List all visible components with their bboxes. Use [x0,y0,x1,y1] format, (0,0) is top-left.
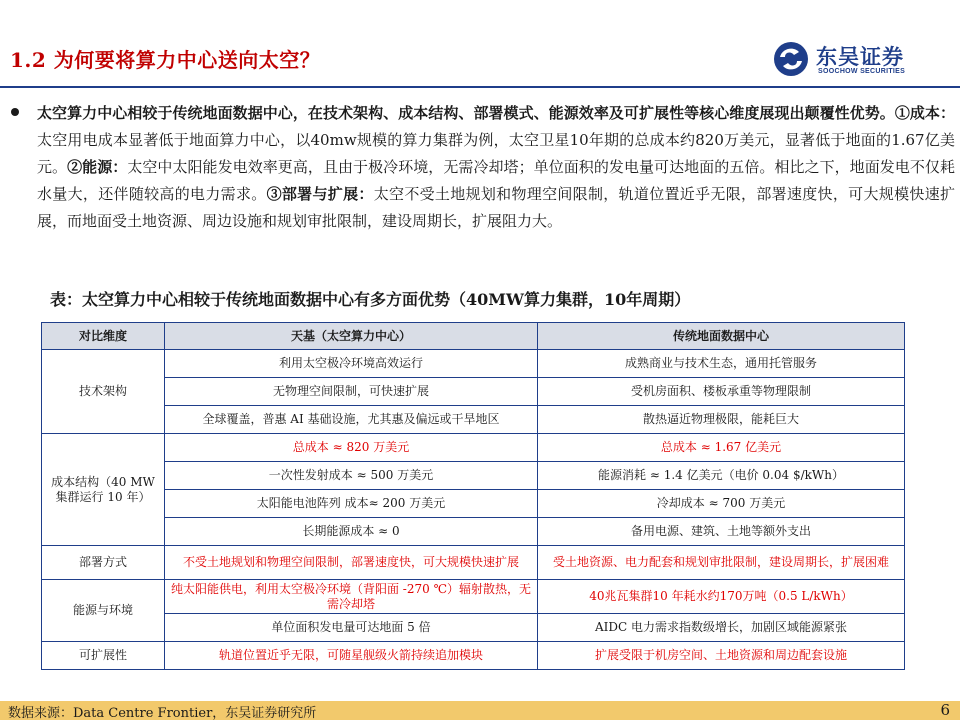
soochow-logo-icon [772,40,812,78]
space-cell: 总成本 ≈ 820 万美元 [165,434,538,462]
table-row [42,518,905,546]
table-caption: 表：太空算力中心相较于传统地面数据中心有多方面优势（40MW算力集群，10年周期） [50,290,691,309]
dimension-cell: 部署方式 [42,546,165,580]
ground-cell: 散热逼近物理极限，能耗巨大 [538,406,905,434]
space-cell: 纯太阳能供电，利用太空极冷环境（背阳面 -270 ℃）辐射散热，无需冷却塔 [165,580,538,614]
space-cell: 一次性发射成本 ≈ 500 万美元 [165,462,538,490]
table-row [42,546,905,580]
space-cell: 长期能源成本 ≈ 0 [165,518,538,546]
para-label-energy: ②能源： [67,158,128,176]
table-row [42,350,905,378]
table-row [42,434,905,462]
header-space: 天基（太空算力中心） [165,323,538,350]
header-dimension: 对比维度 [42,323,165,350]
ground-cell: AIDC 电力需求指数级增长，加剧区域能源紧张 [538,614,905,642]
ground-cell: 受机房面积、楼板承重等物理限制 [538,378,905,406]
title-divider [0,86,960,88]
space-cell: 利用太空极冷环境高效运行 [165,350,538,378]
para-lead: 太空算力中心相较于传统地面数据中心，在技术架构、成本结构、部署模式、能源效率及可扩展性等核心维度展现出颠覆性优势。 [37,104,895,122]
dimension-cell: 可扩展性 [42,642,165,670]
space-cell: 轨道位置近乎无限，可随星舰级火箭持续追加模块 [165,642,538,670]
summary-paragraph [37,100,955,235]
bullet-icon [11,108,19,116]
logo-chinese-name: 东吴证券 [816,45,904,69]
page-number: 6 [940,701,950,719]
table-row [42,614,905,642]
dimension-cell: 技术架构 [42,350,165,434]
para-text-deploy: 太空不受土地规划和物理空间限制，轨道位置近乎无限，部署速度快，可大规模快速扩展，而地面受土地资源、周边设施和规划审批限制，建设周期长，扩展阻力大。 [37,185,955,230]
space-cell: 不受土地规划和物理空间限制，部署速度快，可大规模快速扩展 [165,546,538,580]
logo-english-name: SOOCHOW SECURITIES [818,68,906,75]
space-cell: 单位面积发电量可达地面 5 倍 [165,614,538,642]
table-row [42,490,905,518]
para-label-deploy: ③部署与扩展： [266,185,374,203]
table-row [42,378,905,406]
table-row [42,642,905,670]
source-note: 数据来源：Data Centre Frontier，东吴证券研究所 [8,706,317,721]
ground-cell: 备用电源、建筑、土地等额外支出 [538,518,905,546]
ground-cell: 冷却成本 ≈ 700 万美元 [538,490,905,518]
header-ground: 传统地面数据中心 [538,323,905,350]
page-title: 1.2 为何要将算力中心送向太空？ [10,48,321,72]
space-cell: 全球覆盖，普惠 AI 基础设施，尤其惠及偏远或干旱地区 [165,406,538,434]
ground-cell: 成熟商业与技术生态，通用托管服务 [538,350,905,378]
comparison-table [41,322,905,670]
ground-cell: 能源消耗 ≈ 1.4 亿美元（电价 0.04 $/kWh） [538,462,905,490]
table-row [42,406,905,434]
space-cell: 无物理空间限制，可快速扩展 [165,378,538,406]
para-text-energy: 太空中太阳能发电效率更高，且由于极冷环境，无需冷却塔；单位面积的发电量可达地面的五倍。相比之下，地面发电不仅耗水量大，还伴随较高的电力需求。 [37,158,955,203]
ground-cell: 40兆瓦集群10 年耗水约170万吨（0.5 L/kWh） [538,580,905,614]
ground-cell: 受土地资源、电力配套和规划审批限制，建设周期长，扩展困难 [538,546,905,580]
table-row [42,580,905,614]
dimension-cell: 成本结构（40 MW 集群运行 10 年） [42,434,165,546]
dimension-cell: 能源与环境 [42,580,165,642]
footer-band [0,701,960,720]
table-header-row [42,323,905,350]
ground-cell: 总成本 ≈ 1.67 亿美元 [538,434,905,462]
table-row [42,462,905,490]
para-text-cost: 太空用电成本显著低于地面算力中心，以40mw规模的算力集群为例，太空卫星10年期的总成本约820万美元，显著低于地面的1.67亿美元。 [37,131,955,176]
company-logo [772,40,952,80]
ground-cell: 扩展受限于机房空间、土地资源和周边配套设施 [538,642,905,670]
para-label-cost: ①成本： [894,104,955,122]
space-cell: 太阳能电池阵列 成本≈ 200 万美元 [165,490,538,518]
